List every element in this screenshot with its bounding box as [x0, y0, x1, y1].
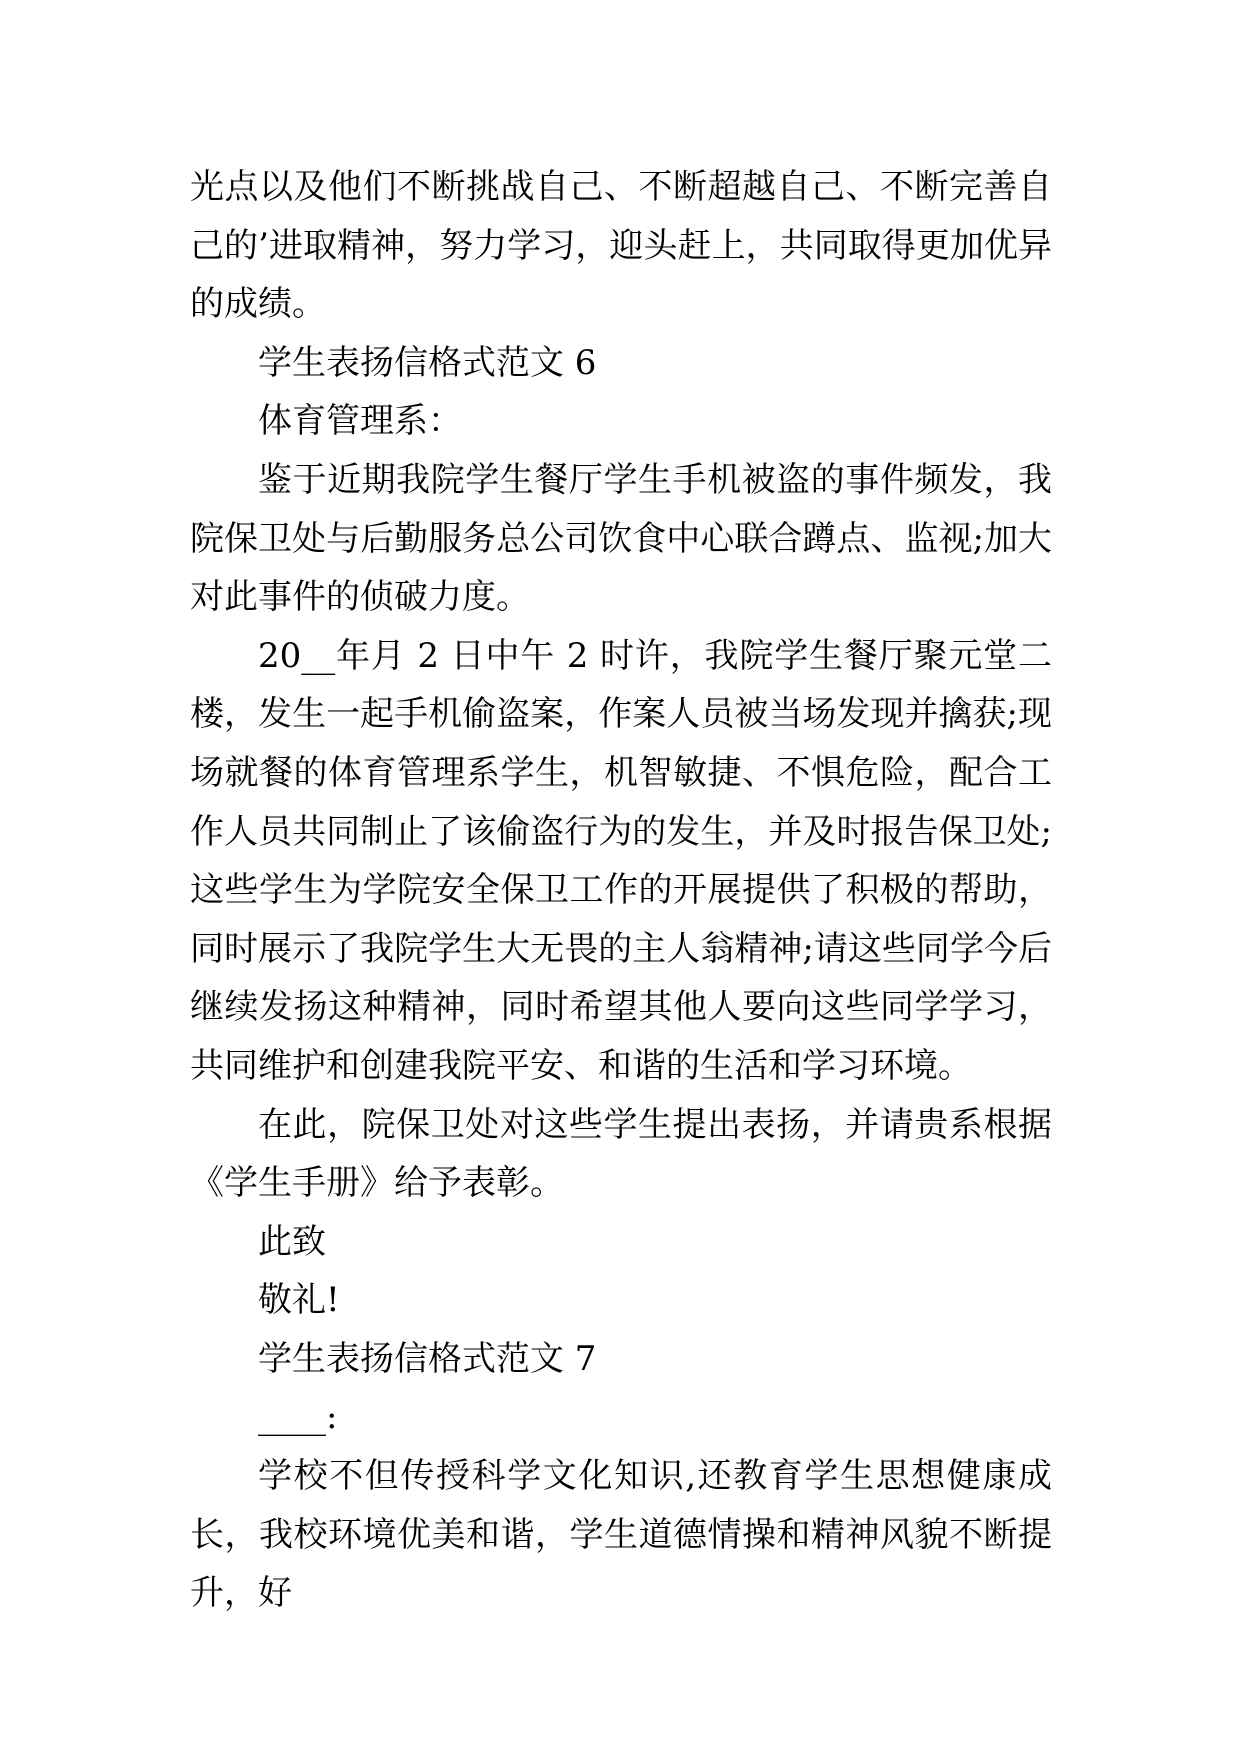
closing-regards: 敬礼! — [258, 1280, 340, 1321]
closing-line: 此致 — [258, 1221, 326, 1262]
letter-salutation: 体育管理系： — [258, 401, 462, 442]
section-heading-7: 学生表扬信格式范文 7 — [258, 1338, 597, 1379]
body-paragraph: 20__年月 2 日中午 2 时许，我院学生餐厅聚元堂二楼，发生一起手机偷盗案，作案人员被当场发现并擒获;现场就餐的体育管理系学生，机智敏捷、不惧危险，配合工作人员共同制止了该偷盗行为的发生，并及时报告保卫处;这些学生为学院安全保卫工作的开展提供了积极的帮助，同时展示了我院学生大无畏的主人翁精神;请这些同学今后继续发扬这种精神，同时希望其他人要向这些同学学习，共同维护和创建我院平安、和谐的生活和学习环境。 — [190, 635, 1052, 1086]
body-paragraph: 学校不但传授科学文化知识,还教育学生思想健康成长，我校环境优美和谐，学生道德情操和精神风貌不断提升，好 — [190, 1456, 1052, 1614]
document-body — [190, 158, 1052, 1623]
paragraph-continuation: 光点以及他们不断挑战自己、不断超越自己、不断完善自己的’进取精神，努力学习，迎头赶上，共同取得更加优异的成绩。 — [190, 167, 1052, 325]
body-paragraph: 鉴于近期我院学生餐厅学生手机被盗的事件频发，我院保卫处与后勤服务总公司饮食中心联合蹲点、监视;加大对此事件的侦破力度。 — [190, 459, 1053, 618]
body-paragraph: 在此，院保卫处对这些学生提出表扬，并请贵系根据《学生手册》给予表彰。 — [190, 1104, 1052, 1204]
letter-salutation-blank: ____: — [258, 1397, 338, 1438]
section-heading-6: 学生表扬信格式范文 6 — [258, 342, 597, 383]
